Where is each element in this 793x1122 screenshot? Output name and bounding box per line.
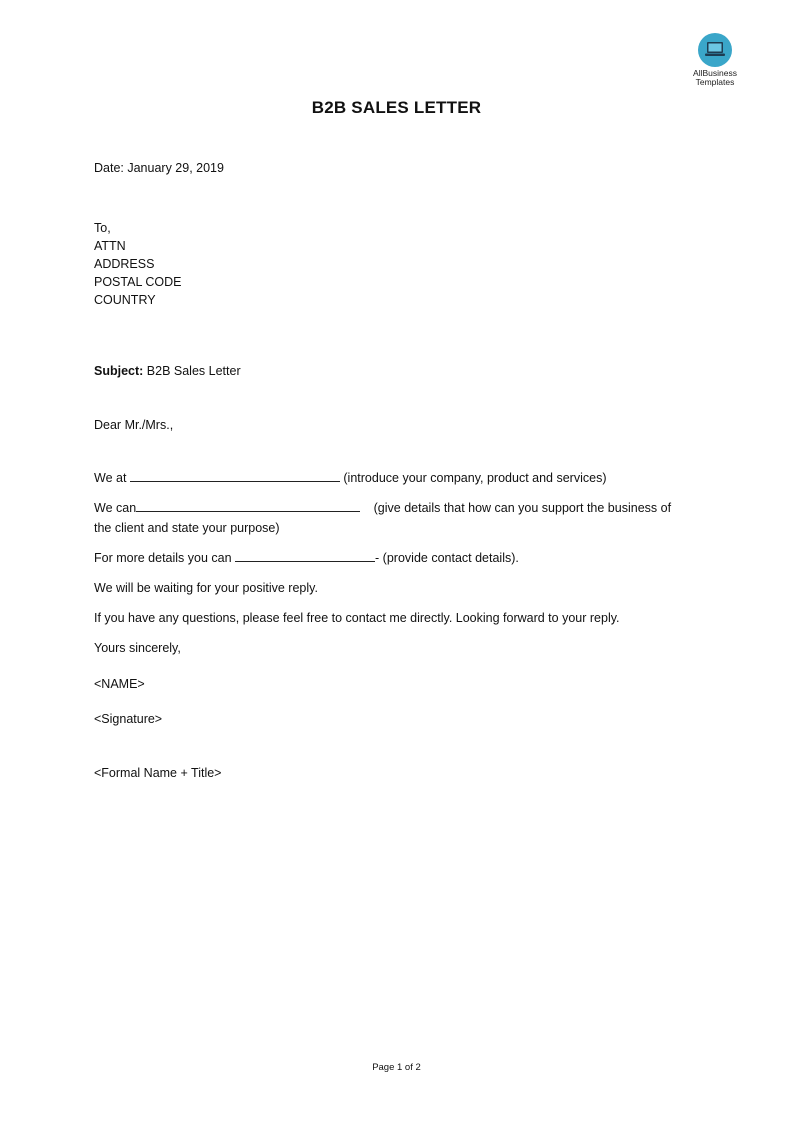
paragraph-intro-hint: (introduce your company, product and services)	[343, 471, 607, 485]
subject-text: B2B Sales Letter	[146, 364, 241, 378]
letter-date: Date: January 29, 2019	[94, 161, 224, 175]
paragraph-questions: If you have any questions, please feel free to contact me directly. Looking forward to your reply.	[94, 611, 620, 625]
address-country: COUNTRY	[94, 293, 156, 307]
paragraph-support-hint: (give details that how can you support the business of	[373, 501, 672, 515]
paragraph-support-prefix: We can	[94, 501, 137, 515]
paragraph-intro	[94, 470, 606, 486]
paragraph-contact-prefix: For more details you can	[94, 551, 232, 565]
formal-name-title: <Formal Name + Title>	[94, 766, 222, 780]
logo-text-line1: AllBusiness	[693, 68, 737, 78]
subject-line	[94, 363, 241, 379]
signature-placeholder: <Signature>	[94, 712, 163, 726]
address-postal-code: POSTAL CODE	[94, 275, 182, 289]
paragraph-contact-hint: - (provide contact details).	[375, 551, 519, 565]
address-to: To,	[94, 221, 111, 235]
laptop-icon	[698, 33, 732, 67]
closing: Yours sincerely,	[94, 641, 181, 655]
contact-blank	[235, 550, 375, 562]
logo-text-line2: Templates	[695, 77, 735, 87]
company-blank	[130, 470, 340, 482]
paragraph-waiting: We will be waiting for your positive reply.	[94, 581, 318, 595]
page-number: Page 1 of 2	[372, 1062, 421, 1073]
paragraph-support	[94, 500, 671, 516]
address-attn: ATTN	[94, 239, 126, 253]
support-blank	[136, 500, 360, 512]
salutation: Dear Mr./Mrs.,	[94, 418, 174, 432]
sender-name: <NAME>	[94, 677, 145, 691]
paragraph-contact	[94, 550, 519, 566]
page-title: B2B SALES LETTER	[311, 98, 482, 117]
address-line: ADDRESS	[94, 257, 155, 271]
logo	[684, 33, 746, 87]
subject-label: Subject:	[94, 364, 144, 378]
paragraph-intro-prefix: We at	[94, 471, 127, 485]
paragraph-support-line2: the client and state your purpose)	[94, 521, 280, 535]
